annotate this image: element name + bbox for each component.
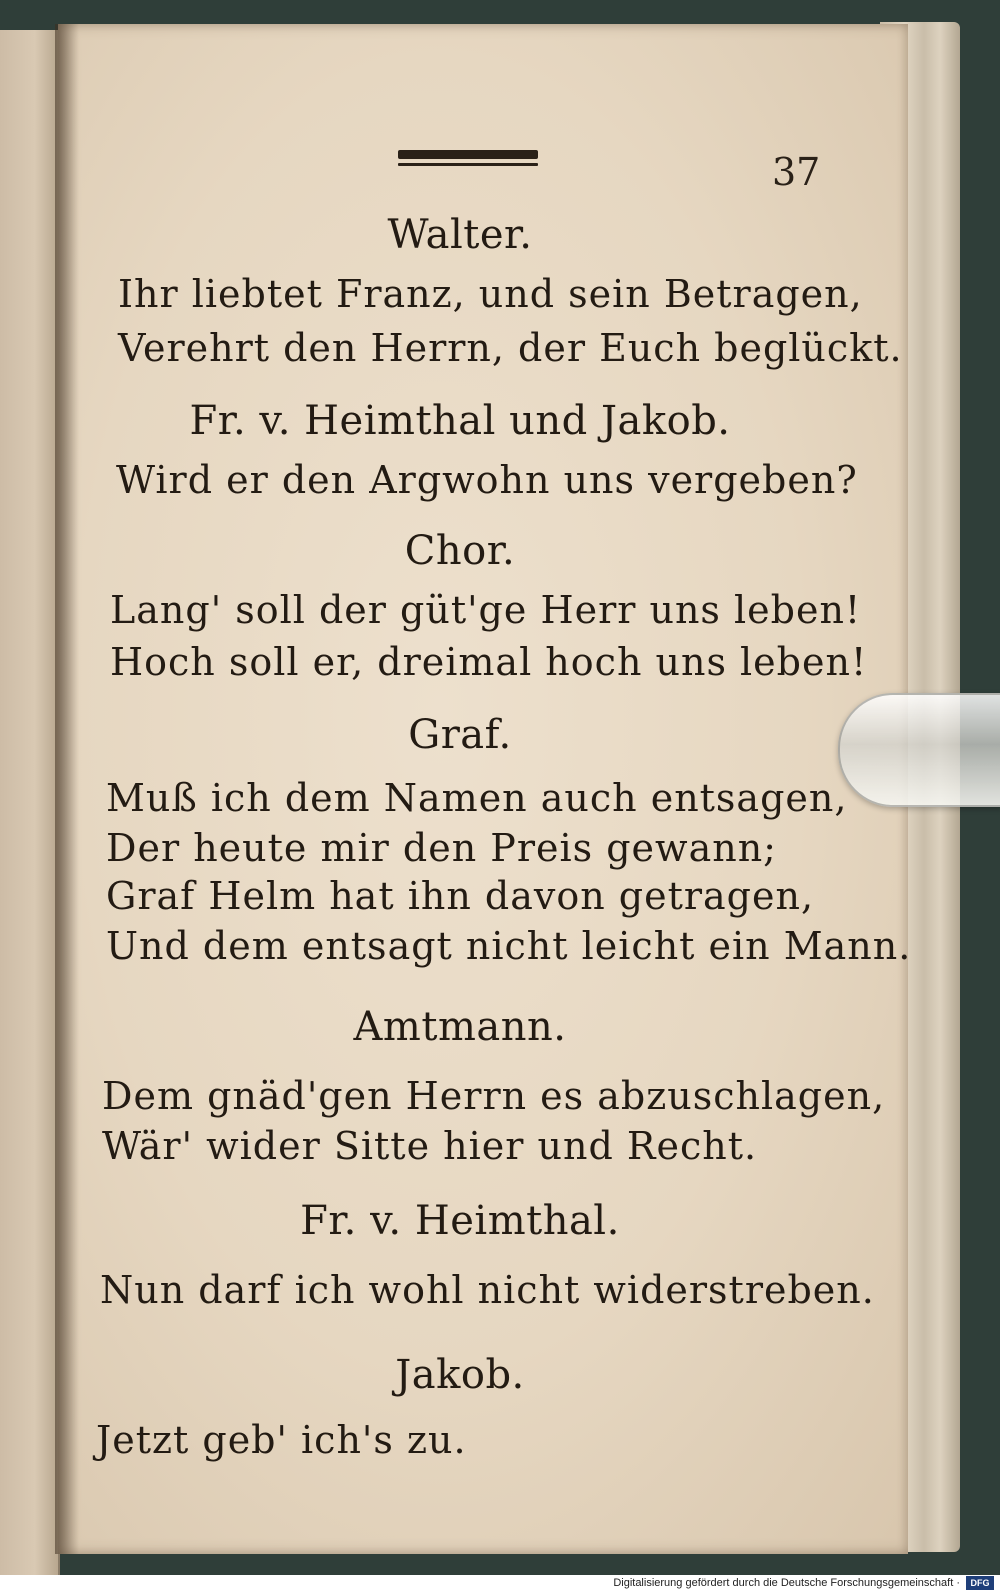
header-rule-ornament (398, 150, 538, 166)
funding-notice: Digitalisierung gefördert durch die Deutsche Forschungsgemeinschaft · (613, 1577, 960, 1589)
speaker-heading: Walter. (387, 212, 533, 258)
speaker-heading: Chor. (404, 528, 516, 574)
verse-line: Ihr liebtet Franz, und sein Betragen, (118, 272, 863, 316)
speaker-heading: Amtmann. (353, 1004, 567, 1050)
page-clip (838, 693, 1000, 807)
verse-line: Lang' soll der güt'ge Herr uns leben! (110, 588, 862, 632)
page-number: 37 (772, 150, 821, 194)
dfg-logo: DFG (966, 1576, 994, 1590)
verse-line: Jetzt geb' ich's zu. (96, 1418, 467, 1462)
speaker-heading: Jakob. (395, 1352, 525, 1398)
verse-line: Verehrt den Herrn, der Euch beglückt. (118, 326, 903, 370)
verse-line: Und dem entsagt nicht leicht ein Mann. (106, 924, 912, 968)
verse-line: Wär' wider Sitte hier und Recht. (102, 1124, 758, 1168)
verse-line: Hoch soll er, dreimal hoch uns leben! (110, 640, 868, 684)
verse-line: Dem gnäd'gen Herrn es abzuschlagen, (102, 1074, 886, 1118)
verse-line: Graf Helm hat ihn davon getragen, (106, 874, 815, 918)
verse-line: Nun darf ich wohl nicht widerstreben. (100, 1268, 875, 1312)
speaker-heading: Fr. v. Heimthal. (300, 1198, 620, 1244)
verse-line: Muß ich dem Namen auch entsagen, (106, 776, 848, 820)
speaker-heading: Graf. (408, 712, 512, 758)
gutter-shadow (55, 24, 79, 1554)
verse-line: Der heute mir den Preis gewann; (106, 826, 777, 870)
verse-line: Wird er den Argwohn uns vergeben? (116, 458, 858, 502)
speaker-heading: Fr. v. Heimthal und Jakob. (189, 398, 731, 444)
facing-page-edge (0, 30, 60, 1575)
